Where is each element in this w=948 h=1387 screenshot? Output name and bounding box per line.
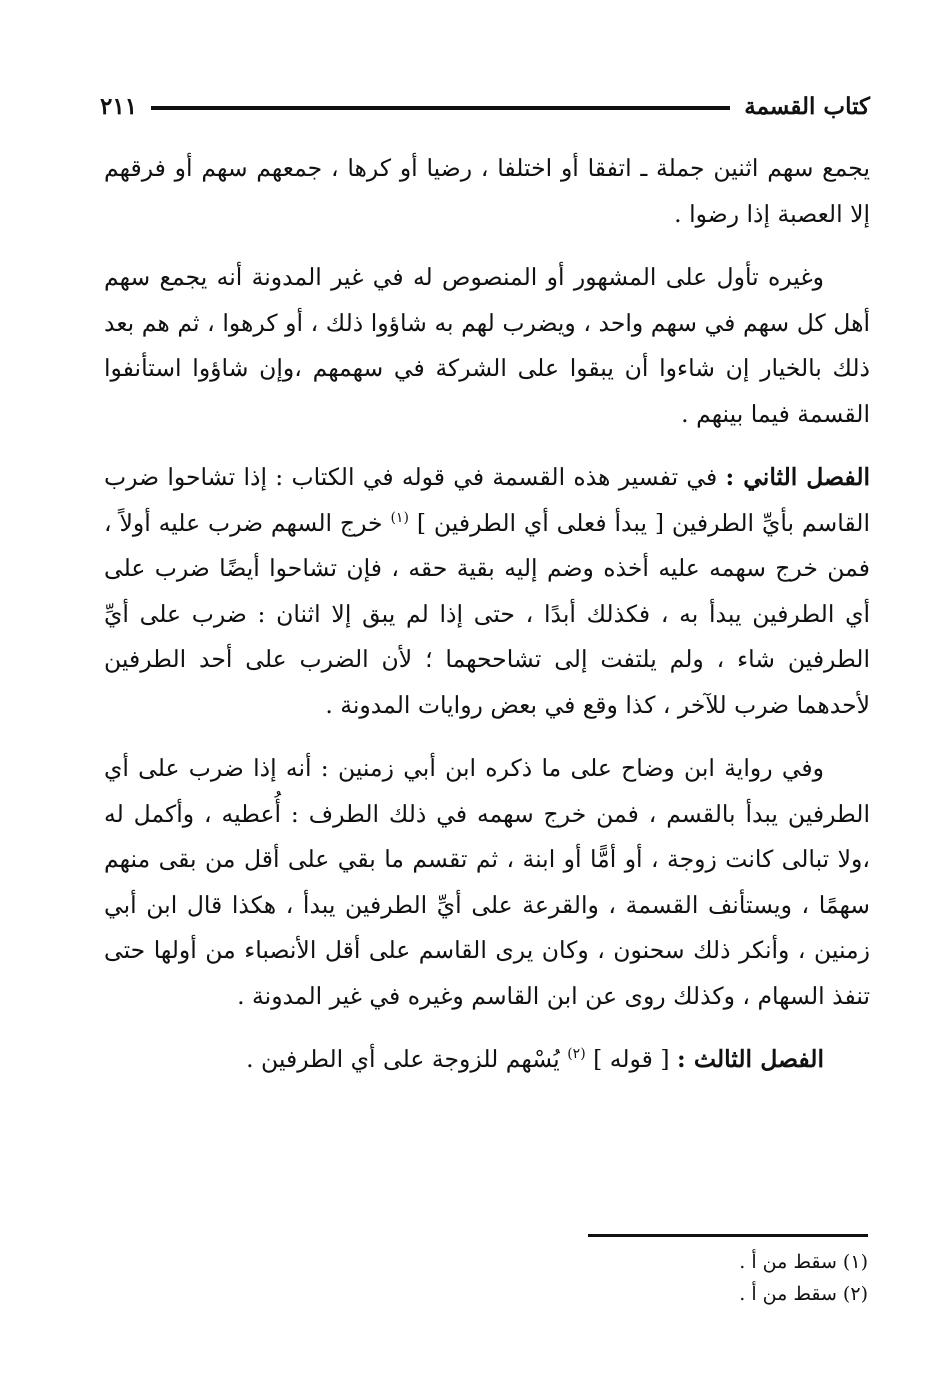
chapter-title: كتاب القسمة <box>744 92 870 120</box>
paragraph-1 <box>104 146 870 237</box>
section-heading: الفصل الثاني : <box>725 463 871 491</box>
footnote-1: (١) سقط من أ . <box>739 1251 868 1273</box>
footnote-reference: (١) <box>390 509 409 526</box>
footnotes <box>468 1246 868 1310</box>
main-text <box>104 146 870 1101</box>
paragraph-text: [ قوله ] <box>593 1045 678 1073</box>
paragraph-4 <box>104 746 870 1019</box>
paragraph-text: خرج السهم ضرب عليه أولاً ، فمن خرج سهمه عليه أخذه وضم إليه بقية حقه ، فإن تشاحوا أيضًا ضرب على أي الطرفين يبدأ به ، فكذلك أبدًا ، حتى إذا لم يبق إلا اثنان : ضرب على أيِّ الطرفين شاء ، ولم يلتفت إلى تشاححهما ؛ لأن الضرب على أحد الطرفين لأحدهما ضرب للآخر ، كذا وقع في بعض روايات المدونة . <box>104 508 870 719</box>
paragraph-3 <box>104 455 870 728</box>
paragraph-text: في تفسير هذه القسمة في قوله في الكتاب : إذا تشاحوا ضرب القاسم بأيِّ الطرفين [ يبدأ فعلى أي الطرفين ] <box>104 463 870 537</box>
section-heading: الفصل الثالث : <box>677 1045 824 1073</box>
running-header <box>100 84 870 128</box>
footnote-reference: (٢) <box>567 1046 586 1063</box>
paragraph-text: وغيره تأول على المشهور أو المنصوص له في غير المدونة أنه يجمع سهم أهل كل سهم في سهم واحد ، ويضرب لهم به شاؤوا ذلك ، أو كرهوا ، ثم هم بعد ذلك بالخيار إن شاءوا أن يبقوا على الشركة في سهمهم ،وإن شاؤوا استأنفوا القسمة فيما بينهم . <box>104 263 870 428</box>
paragraph-2 <box>104 255 870 437</box>
paragraph-text: يُسْهم للزوجة على أي الطرفين . <box>246 1045 568 1073</box>
paragraph-text: يجمع سهم اثنين جملة ـ اتفقا أو اختلفا ، رضيا أو كرها ، جمعهم سهم أو فرقهم إلا العصبة إذا رضوا . <box>104 154 870 228</box>
footnote-divider <box>588 1234 868 1237</box>
footnote-2: (٢) سقط من أ . <box>739 1283 868 1305</box>
page-number: ٢١١ <box>100 92 138 120</box>
paragraph-text: وفي رواية ابن وضاح على ما ذكره ابن أبي زمنين : أنه إذا ضرب على أي الطرفين يبدأ بالقسم ، فمن خرج سهمه في ذلك الطرف : أُعطيه ، وأكمل له ،ولا تبالى كانت زوجة ، أو أمًّا أو ابنة ، ثم تقسم ما بقي على أقل من بقى منهم سهمًا ، ويستأنف القسمة ، والقرعة على أيِّ الطرفين يبدأ ، هكذا قال ابن أبي زمنين ، وأنكر ذلك سحنون ، وكان يرى القاسم على أقل الأنصباء من أولها حتى تنفذ السهام ، وكذلك روى عن ابن القاسم وغيره في غير المدونة . <box>104 754 870 1010</box>
paragraph-5 <box>104 1037 870 1083</box>
header-rule <box>151 106 730 110</box>
